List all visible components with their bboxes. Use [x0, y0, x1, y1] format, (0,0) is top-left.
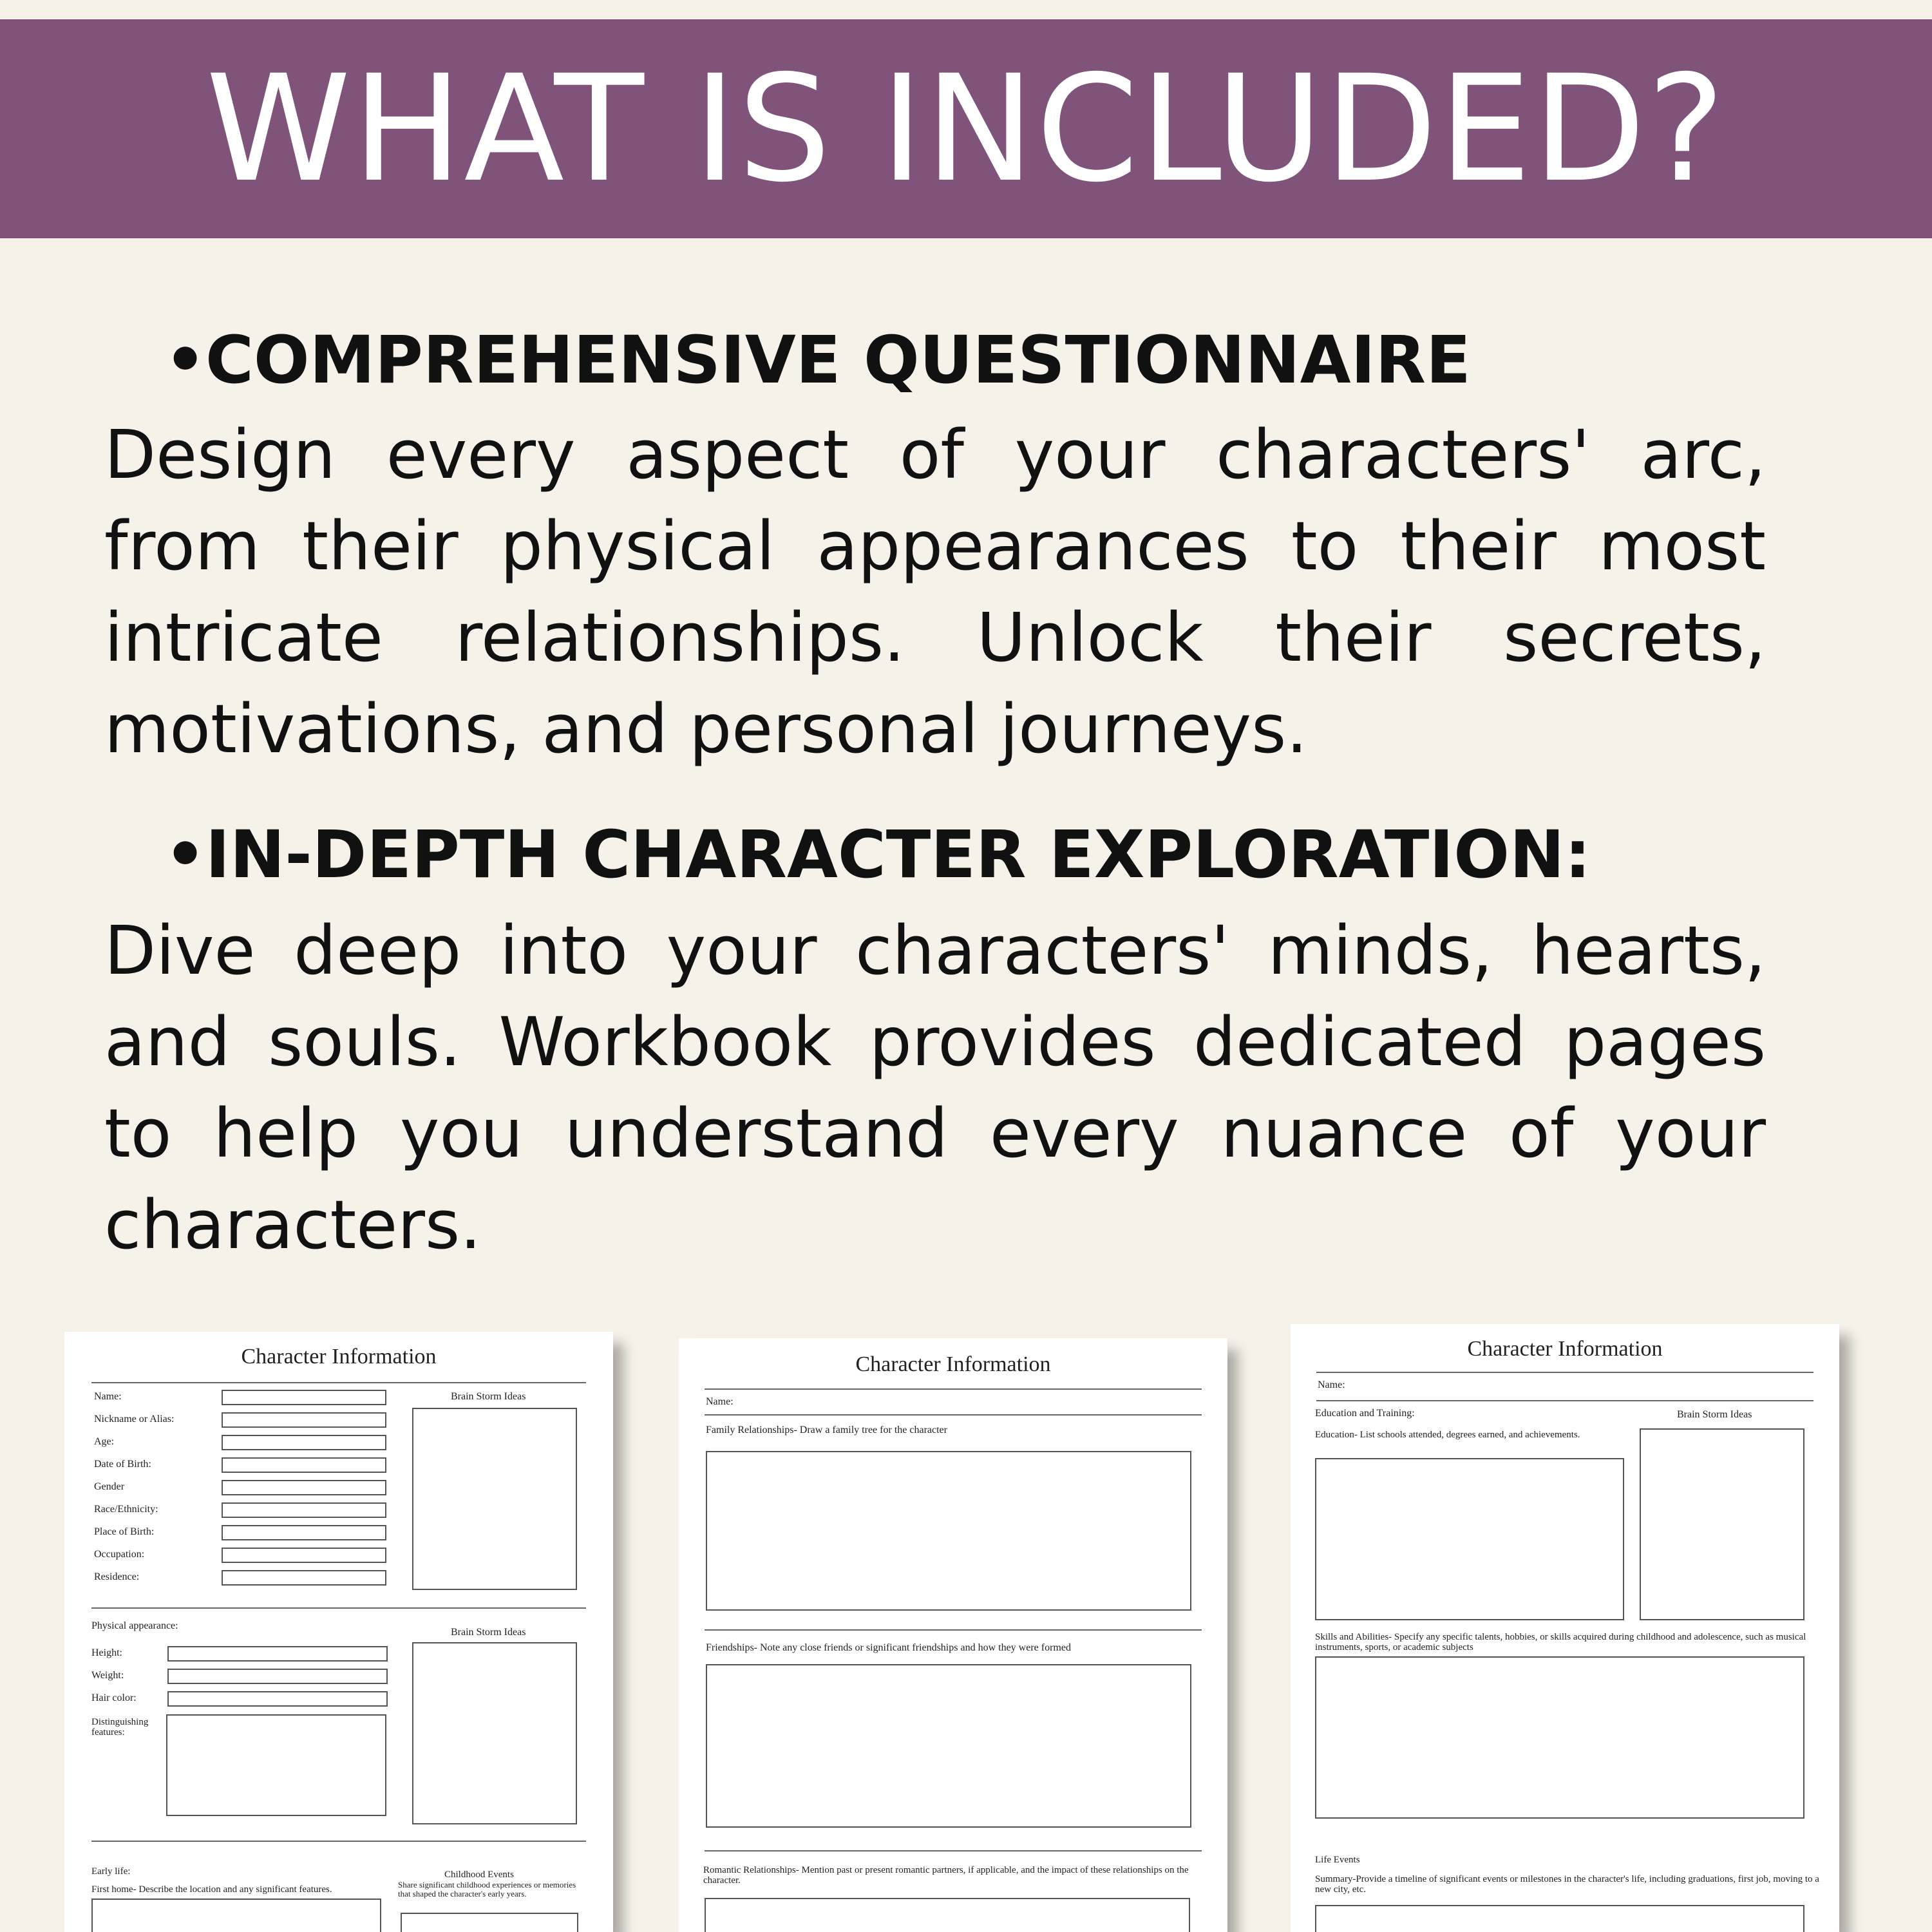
worksheet-title: Character Information	[855, 1352, 1051, 1376]
field-label: Nickname or Alias:	[94, 1414, 175, 1425]
first-home-box[interactable]	[91, 1899, 381, 1932]
section-heading-text: IN-DEPTH CHARACTER EXPLORATION:	[205, 817, 1591, 893]
age-field[interactable]	[222, 1435, 386, 1450]
page-title: WHAT IS INCLUDED?	[205, 43, 1727, 214]
worksheet-preview-1	[64, 1332, 613, 1932]
friendships-label: Friendships- Note any close friends or significant friendships and how they were formed	[706, 1642, 1071, 1653]
divider	[1316, 1372, 1814, 1373]
field-label: Height:	[91, 1647, 122, 1658]
height-field[interactable]	[167, 1646, 388, 1662]
section-heading-exploration	[164, 817, 1591, 893]
section-body-exploration: Dive deep into your characters' minds, hearts, and souls. Workbook provides dedicated pages to help you understand every nuance of your characters.	[104, 911, 1766, 1264]
name-label: Name:	[706, 1396, 734, 1407]
life-events-box[interactable]	[1315, 1905, 1804, 1932]
hair-color-field[interactable]	[167, 1691, 388, 1707]
education-desc: Education- List schools attended, degrees earned, and achievements.	[1315, 1430, 1580, 1440]
childhood-events-label: Childhood Events	[444, 1870, 514, 1880]
divider	[705, 1388, 1202, 1390]
nickname-field[interactable]	[222, 1412, 386, 1428]
field-label: Place of Birth:	[94, 1526, 155, 1537]
occupation-field[interactable]	[222, 1548, 386, 1563]
divider	[91, 1841, 586, 1842]
skills-label: Skills and Abilities- Specify any specific talents, hobbies, or skills acquired during childhood and adolescence, such as musical instruments, sports, or academic subjects	[1315, 1632, 1806, 1653]
family-label: Family Relationships- Draw a family tree for the character	[706, 1425, 947, 1435]
field-label: Weight:	[91, 1670, 124, 1681]
childhood-events-box[interactable]	[401, 1913, 578, 1932]
section-heading-questionnaire	[164, 322, 1471, 399]
field-label: Hair color:	[91, 1692, 137, 1703]
brainstorm-label: Brain Storm Ideas	[451, 1391, 526, 1402]
worksheet-preview-3	[1291, 1324, 1839, 1932]
place-of-birth-field[interactable]	[222, 1525, 386, 1540]
divider	[705, 1850, 1202, 1852]
field-label: Date of Birth:	[94, 1459, 151, 1470]
name-field[interactable]	[222, 1390, 386, 1405]
divider	[91, 1607, 586, 1609]
romantic-box[interactable]	[705, 1898, 1190, 1932]
education-heading: Education and Training:	[1315, 1408, 1415, 1419]
divider	[91, 1382, 586, 1383]
first-home-label: First home- Describe the location and any significant features.	[91, 1884, 332, 1895]
name-label: Name:	[1318, 1379, 1345, 1390]
weight-field[interactable]	[167, 1669, 388, 1684]
brainstorm-label: Brain Storm Ideas	[1677, 1409, 1752, 1420]
summary-label: Summary-Provide a timeline of significant events or milestones in the character's life, including graduations, first job, moving to a new city, etc.	[1315, 1874, 1819, 1895]
gender-field[interactable]	[222, 1480, 386, 1495]
section-body-questionnaire: Design every aspect of your characters' arc, from their physical appearances to their most intricate relationships. Unlock their secrets, motivations, and personal journeys.	[104, 415, 1766, 768]
childhood-desc: Share significant childhood experiences or memories that shaped the character's early years.	[398, 1880, 576, 1899]
distinguishing-label: Distinguishing features:	[91, 1717, 149, 1738]
residence-field[interactable]	[222, 1570, 386, 1586]
field-label: Age:	[94, 1436, 115, 1447]
divider	[705, 1414, 1202, 1416]
race-field[interactable]	[222, 1502, 386, 1518]
field-label: Residence:	[94, 1571, 140, 1582]
header-banner	[0, 19, 1932, 238]
field-label: Race/Ethnicity:	[94, 1504, 158, 1515]
brainstorm-box[interactable]	[412, 1408, 577, 1590]
education-box[interactable]	[1315, 1458, 1624, 1620]
section-heading-text: COMPREHENSIVE QUESTIONNAIRE	[205, 322, 1471, 399]
physical-label: Physical appearance:	[91, 1620, 178, 1631]
brainstorm-box[interactable]	[1640, 1428, 1804, 1620]
early-life-label: Early life:	[91, 1866, 131, 1877]
life-events-label: Life Events	[1315, 1855, 1360, 1865]
field-label: Name:	[94, 1391, 122, 1402]
family-tree-box[interactable]	[706, 1451, 1191, 1611]
field-label: Gender	[94, 1481, 125, 1492]
romantic-label: Romantic Relationships- Mention past or present romantic partners, if applicable, and the impact of these relationships on the character.	[703, 1865, 1189, 1886]
skills-box[interactable]	[1315, 1656, 1804, 1819]
bullet-icon: •	[164, 322, 207, 399]
divider	[1316, 1400, 1814, 1401]
worksheet-preview-2	[679, 1338, 1227, 1932]
friendships-box[interactable]	[706, 1664, 1191, 1828]
worksheet-title: Character Information	[241, 1345, 437, 1368]
divider	[705, 1629, 1202, 1631]
worksheet-title: Character Information	[1467, 1337, 1663, 1361]
brainstorm-label: Brain Storm Ideas	[451, 1627, 526, 1638]
field-label: Occupation:	[94, 1549, 145, 1560]
distinguishing-features-box[interactable]	[166, 1714, 386, 1816]
brainstorm-box[interactable]	[412, 1642, 577, 1824]
date-of-birth-field[interactable]	[222, 1457, 386, 1473]
bullet-icon: •	[164, 817, 207, 893]
